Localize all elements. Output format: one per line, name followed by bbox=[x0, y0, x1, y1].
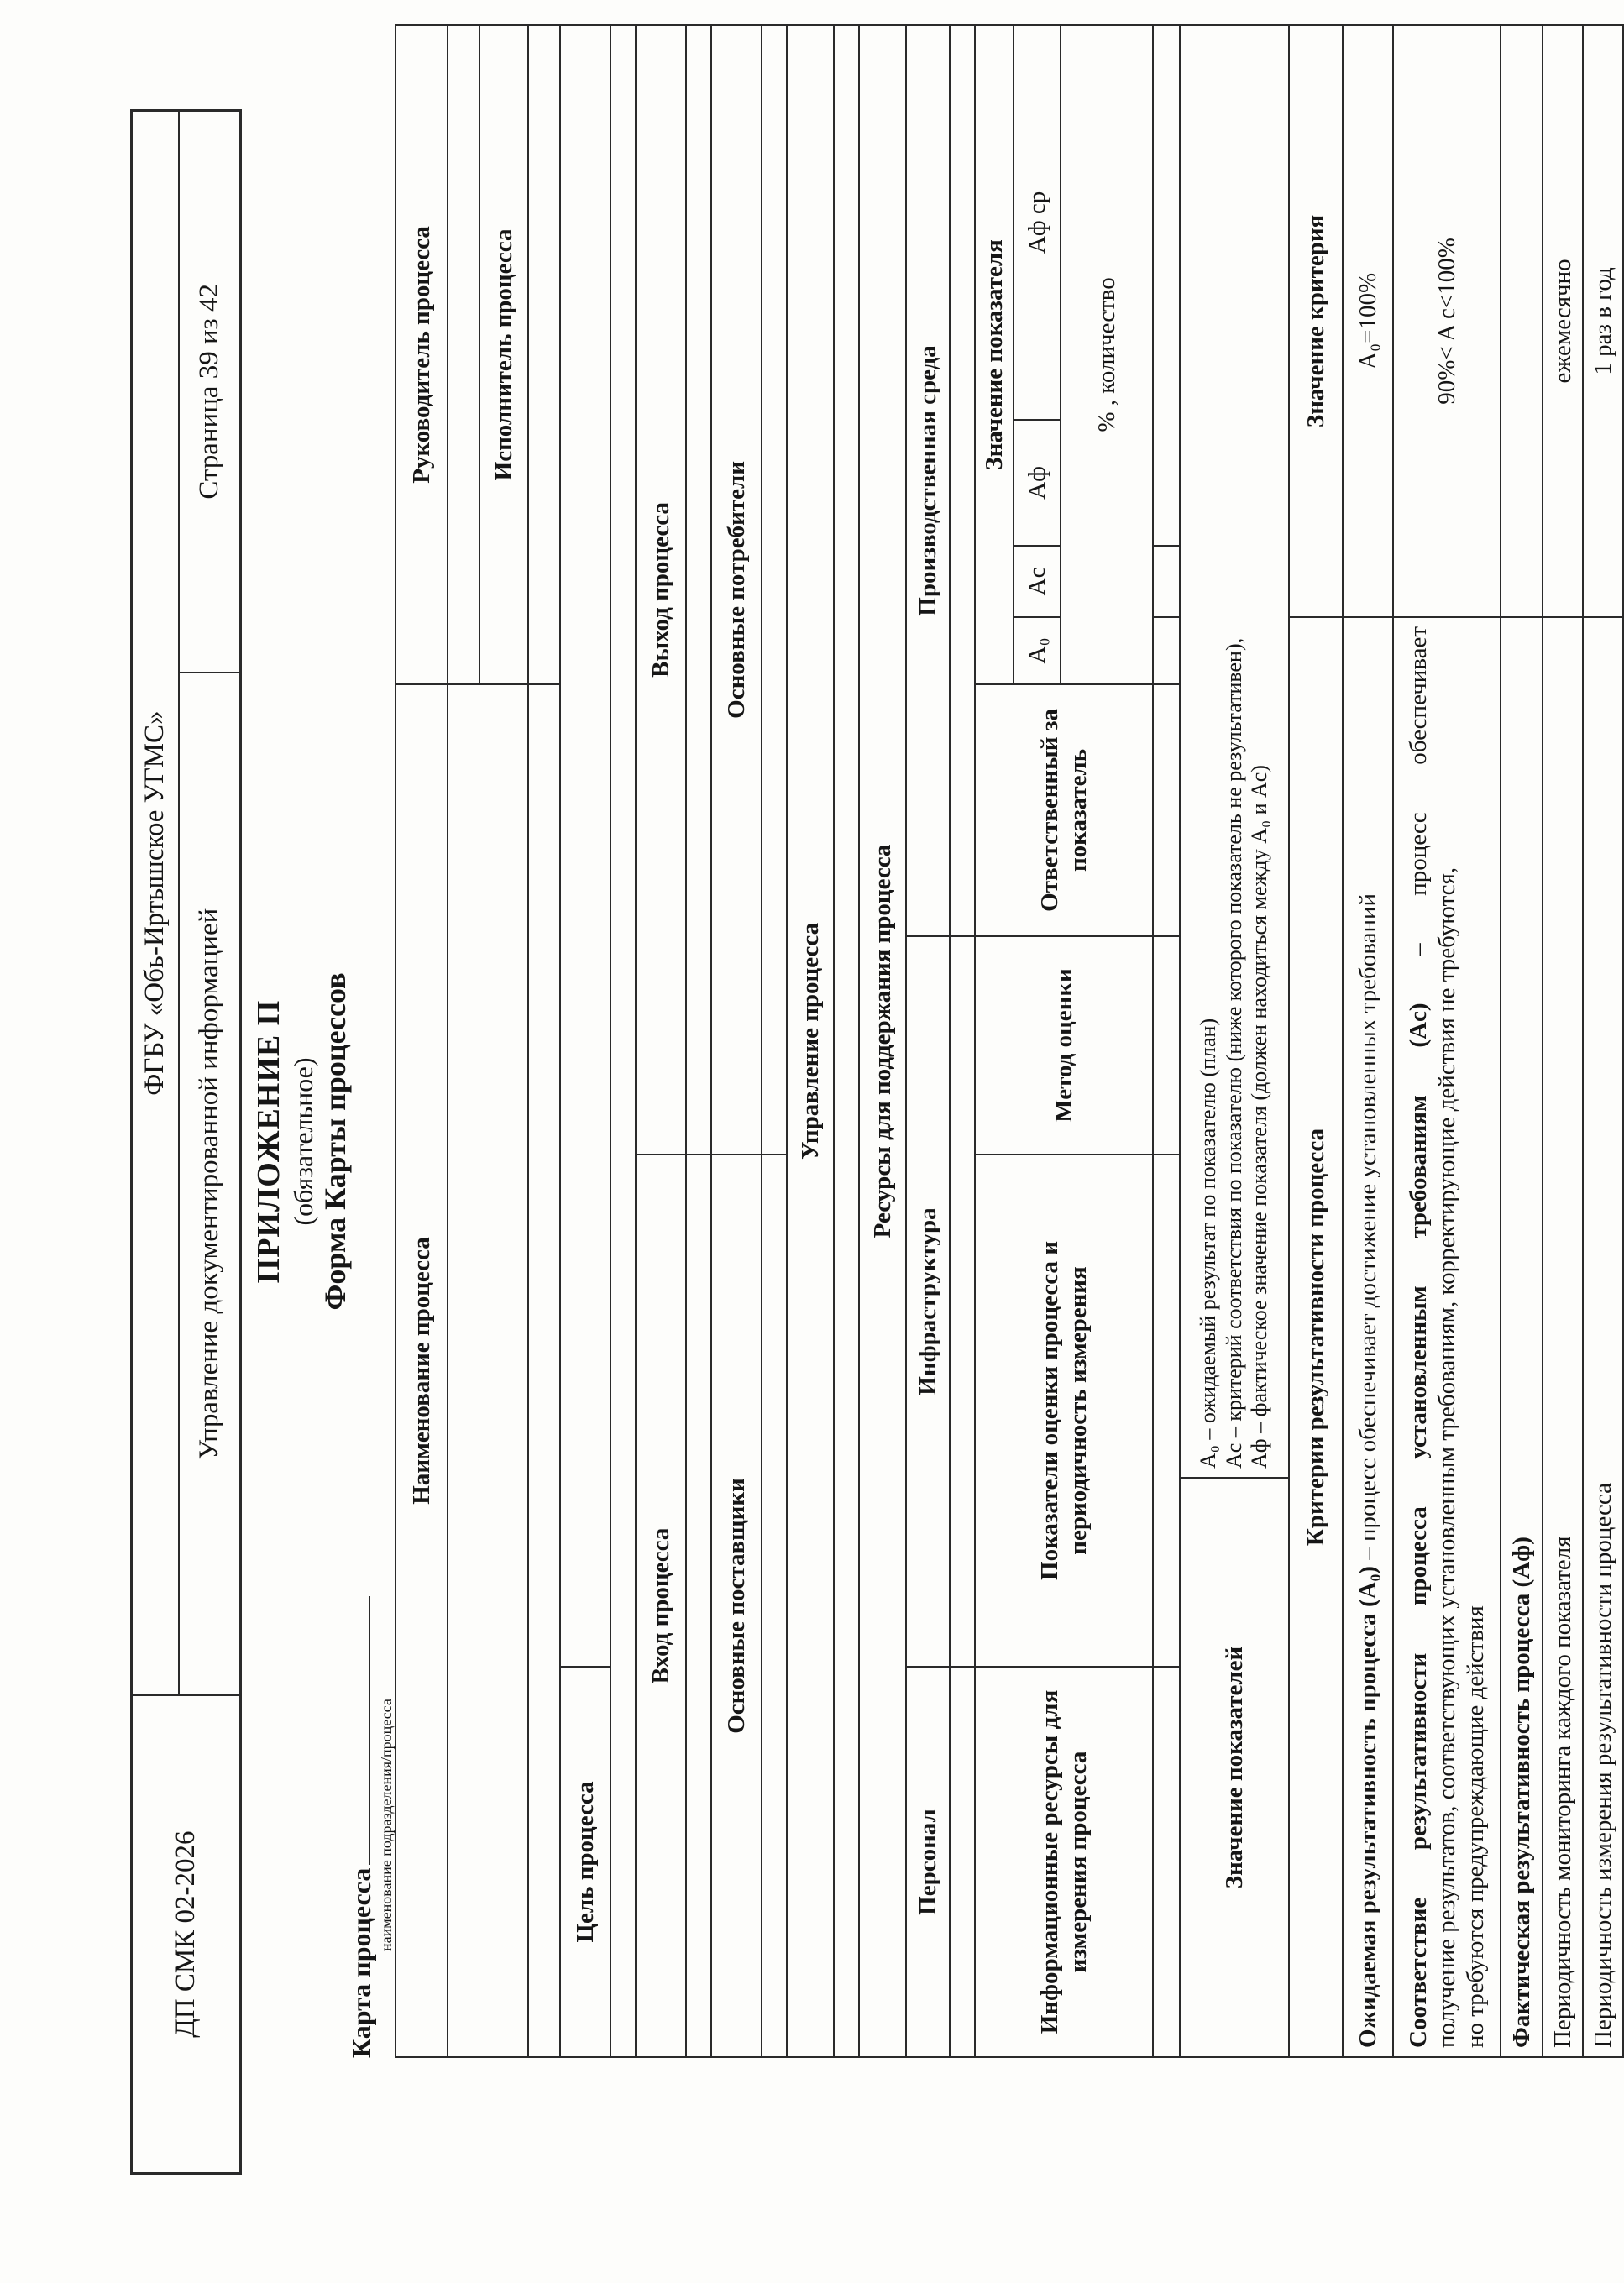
process-output-value bbox=[686, 25, 711, 1155]
personnel-value bbox=[950, 1667, 975, 2057]
process-executor-cell: Исполнитель процесса bbox=[479, 25, 528, 684]
process-goal-value bbox=[560, 25, 610, 1667]
indicators-legend bbox=[1180, 25, 1289, 1478]
personnel-label: Персонал bbox=[906, 1667, 950, 2057]
criteria-value-header: Значение критерия bbox=[1289, 25, 1343, 617]
process-head-cell: Руководитель процесса bbox=[396, 25, 448, 684]
production-environment-label: Производственная среда bbox=[906, 25, 950, 936]
process-management-label: Управление процесса bbox=[787, 25, 834, 2057]
map-caption: наименование подразделения/процесса bbox=[378, 1699, 395, 1951]
eval-method-value bbox=[1153, 936, 1180, 1155]
department-name: Управление документированной информацией bbox=[179, 673, 241, 1696]
suppliers-label: Основные поставщики bbox=[711, 1155, 762, 2057]
expected-criterion-text: – процесс обеспечивает достижение установленных требований bbox=[1354, 893, 1381, 1567]
spacer-cell bbox=[528, 684, 560, 2057]
compliance-line-1 bbox=[1404, 626, 1433, 2048]
consumers-label: Основные потребители bbox=[711, 25, 762, 1155]
expected-criterion-value: A₀=100% bbox=[1343, 25, 1393, 617]
compliance-line-2: получение результатов, соответствующих установленным требованиям, корректирующие действия не требуются, bbox=[1433, 867, 1460, 2048]
document-header bbox=[130, 109, 242, 2175]
empty-row bbox=[610, 25, 636, 2057]
compliance-criterion-value: 90%< A c<100% bbox=[1393, 25, 1501, 617]
process-input-value bbox=[686, 1155, 711, 2057]
production-environment-value bbox=[950, 25, 975, 936]
fill-line bbox=[369, 1596, 370, 1865]
appendix-status: (обязательное) bbox=[288, 1057, 318, 1226]
responsible-value bbox=[1153, 684, 1180, 936]
suppliers-value bbox=[762, 1155, 787, 2057]
process-map-label bbox=[346, 1596, 377, 2058]
process-name-value bbox=[448, 684, 528, 2057]
info-resources-value bbox=[1153, 1667, 1180, 2057]
support-resources-label: Ресурсы для поддержания процесса bbox=[859, 25, 906, 2057]
ac-value bbox=[1153, 546, 1180, 617]
process-executor-value bbox=[528, 25, 560, 684]
legend-ac: Ac – критерий соответствия по показателю (ниже которого показатель не результативен), bbox=[1221, 637, 1246, 1469]
process-input-label: Вход процесса bbox=[636, 1155, 686, 2057]
ac-label: Ac bbox=[1014, 546, 1061, 617]
page-number: Страница 39 из 42 bbox=[179, 111, 241, 673]
actual-criterion-value bbox=[1501, 25, 1543, 617]
legend-a0: A₀ – ожидаемый результат по показателю (план) bbox=[1195, 1018, 1220, 1469]
infrastructure-label: Инфраструктура bbox=[906, 936, 950, 1667]
consumers-value bbox=[762, 25, 787, 1155]
organization-name: ФГБУ «Обь-Иртышское УГМС» bbox=[132, 111, 179, 1696]
info-resources-label: Информационные ресурсы для измерения процесса bbox=[975, 1667, 1153, 2057]
indicator-value-label: Значение показателя bbox=[975, 25, 1014, 684]
expected-criterion-title: Ожидаемая результативность процесса (A₀) bbox=[1354, 1566, 1381, 2048]
a0-value bbox=[1153, 617, 1180, 684]
legend-af: Aф – фактическое значение показателя (должен находиться между A₀ и Ac) bbox=[1247, 765, 1272, 1469]
indicators-label: Показатели оценки процесса и периодичность измерения bbox=[975, 1155, 1153, 1667]
expected-criterion bbox=[1343, 617, 1393, 2057]
compliance-criterion-title: Соответствие результативности процесса установленным требованиям (Ac) bbox=[1404, 1003, 1432, 2048]
process-map-text: Карта процесса bbox=[346, 1867, 376, 2058]
doc-code-cell: ДП СМК 02-2026 bbox=[132, 1695, 241, 2173]
process-head-value bbox=[448, 25, 479, 684]
eval-method-label: Метод оценки bbox=[975, 936, 1153, 1155]
af-value bbox=[1153, 25, 1180, 546]
indicators-values-label: Значение показателей bbox=[1180, 1478, 1289, 2057]
compliance-text-1: – процесс обеспечивает bbox=[1404, 626, 1432, 1003]
compliance-line-3: но требуются предупреждающие действия bbox=[1462, 1605, 1490, 2048]
appendix-title: ПРИЛОЖЕНИЕ П bbox=[251, 999, 286, 1284]
compliance-criterion bbox=[1393, 617, 1501, 2057]
measuring-period-value: 1 раз в год bbox=[1583, 25, 1623, 617]
process-management-value bbox=[834, 25, 859, 2057]
monitoring-period-value: ежемесячно bbox=[1543, 25, 1583, 617]
process-map-table bbox=[395, 24, 1624, 2058]
af-label: Aф bbox=[1014, 420, 1061, 546]
af-avg-label: Aф ср bbox=[1014, 25, 1061, 420]
infrastructure-value bbox=[950, 936, 975, 1667]
process-name-cell: Наименование процесса bbox=[396, 684, 448, 2057]
actual-criterion: Фактическая результативность процесса (Aф) bbox=[1501, 617, 1543, 2057]
criteria-header: Критерии результативности процесса bbox=[1289, 617, 1343, 2057]
a0-label: A₀ bbox=[1014, 617, 1061, 684]
form-title: Форма Карты процессов bbox=[318, 972, 352, 1311]
unit-label: % , количество bbox=[1061, 25, 1153, 684]
process-goal-label: Цель процесса bbox=[560, 1667, 610, 2057]
process-output-label: Выход процесса bbox=[636, 25, 686, 1155]
responsible-label: Ответственный за показатель bbox=[975, 684, 1153, 936]
measuring-period-label: Периодичность измерения результативности процесса bbox=[1583, 617, 1623, 2057]
indicators-value bbox=[1153, 1155, 1180, 1667]
monitoring-period-label: Периодичность мониторинга каждого показателя bbox=[1543, 617, 1583, 2057]
